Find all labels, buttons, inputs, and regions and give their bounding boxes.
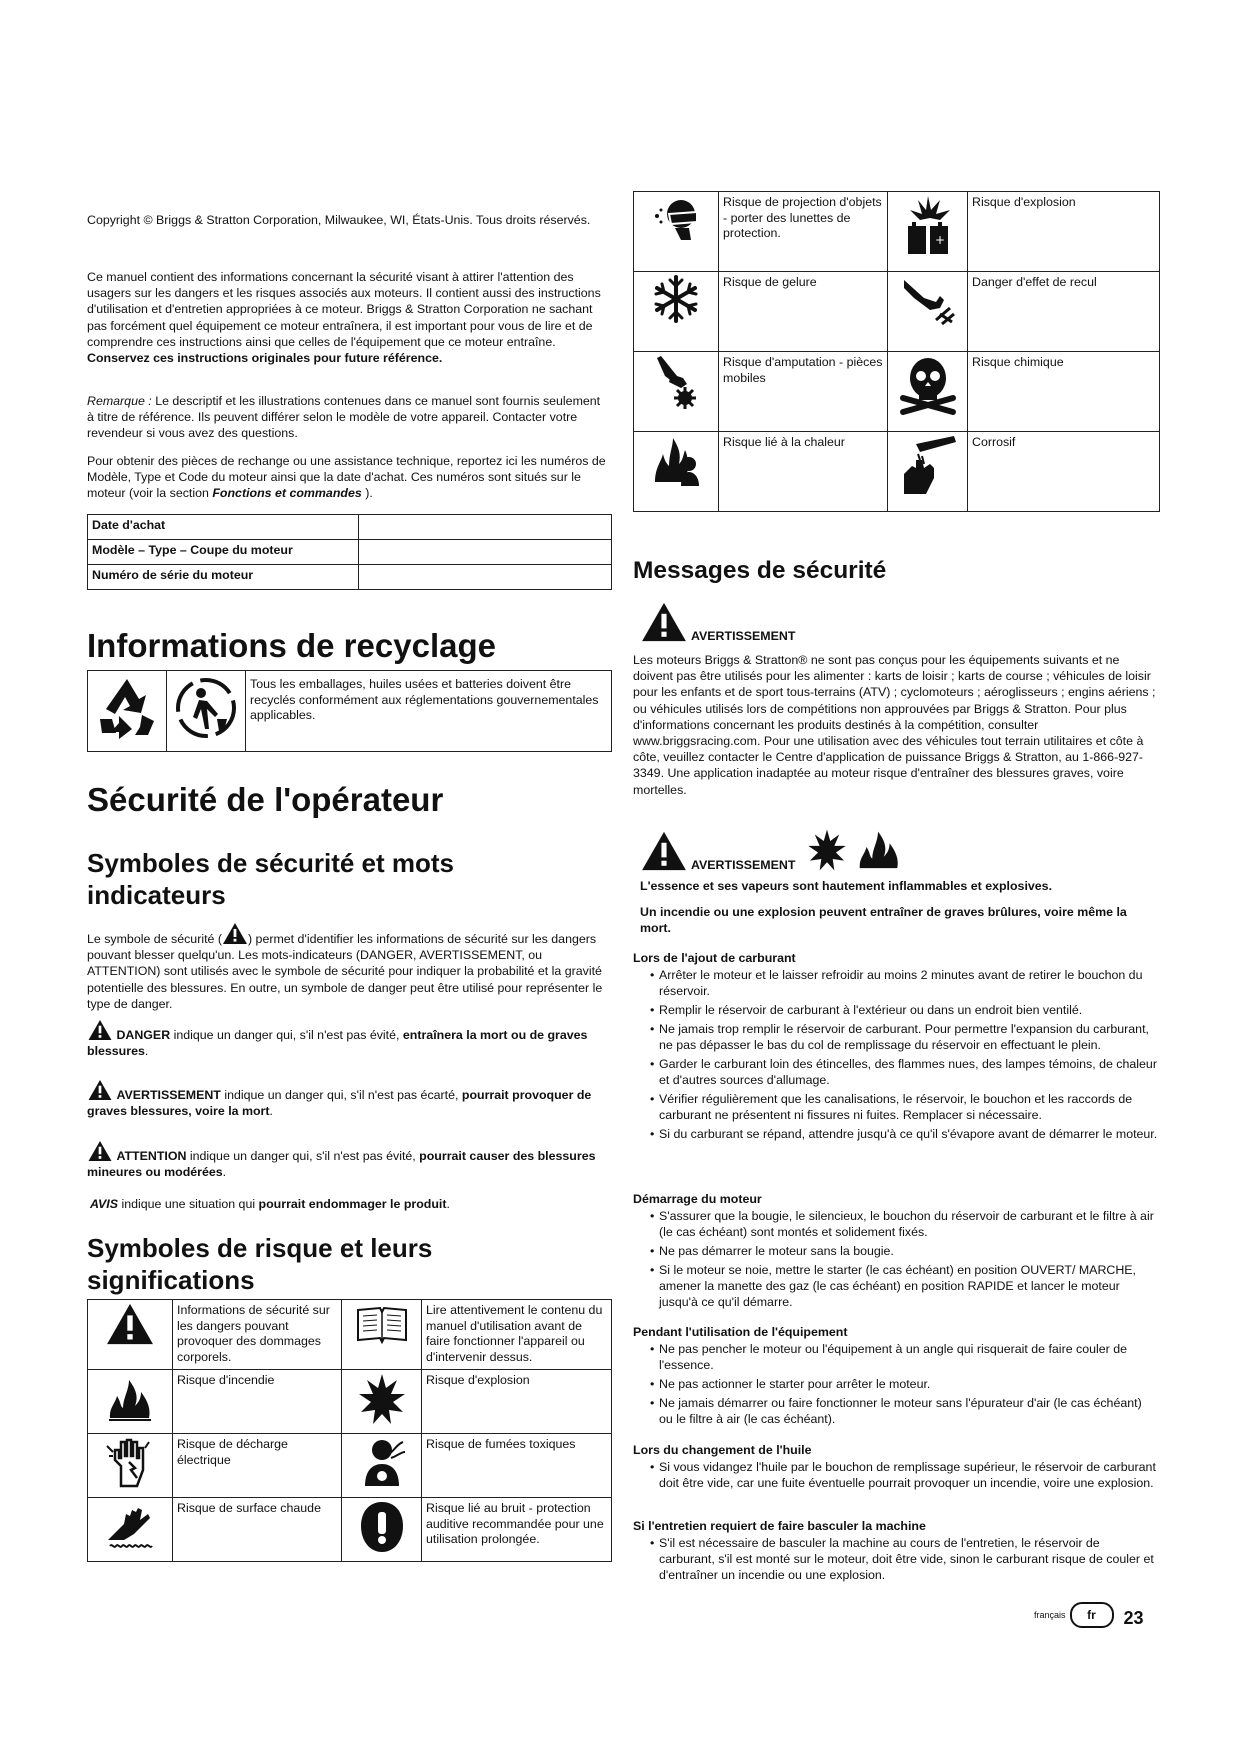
heat-hazard-icon [636,434,716,486]
table-row [88,1300,612,1370]
intro-text: Ce manuel contient des informations concernant la sécurité visant à attirer l'attention des usagers sur les dangers et les risques associés aux moteurs. Il contient aussi des instructions d'utilisation et d'entretien appropriées à ce moteur. Briggs & Stratton Corporation ne sachant pas forcément quel équipement ce moteur entraînera, il est important pour vous de lire et de comprendre ces instructions ainsi que celles de l'équipement que ce moteur entraîne. [87,270,601,349]
hazard-label: Corrosif [968,432,1160,512]
table-row [88,1434,612,1498]
warning-text: indique un danger qui, s'il n'est pas écarté, [220,1088,462,1102]
hazard-label: Risque de projection d'objets - porter des lunettes de protection. [719,192,888,272]
safety-alert-icon [87,1019,113,1041]
hazard-label: Risque de fumées toxiques [422,1434,612,1498]
danger-word: DANGER [116,1028,171,1042]
parts-text-end: ). [361,486,373,501]
table-row [88,565,612,590]
safety-alert-icon [640,830,688,872]
list-item: • S'assurer que la bougie, le silencieux, le bouchon du réservoir de carburant et le filtre à air (le cas échéant) sont montés et solidement fixés. [633,1208,1158,1240]
list-item: • Si du carburant se répand, attendre jusqu'à ce qu'il s'évapore avant de démarrer le moteur. [633,1126,1158,1142]
record-value[interactable] [359,540,612,565]
amputation-icon [636,354,716,410]
hazard-label: Risque lié à la chaleur [719,432,888,512]
hot-surface-icon [90,1500,170,1550]
hazard-symbols-title: Symboles de risque et leurs significations [87,1233,433,1295]
hazard-label: Risque d'explosion [422,1370,612,1434]
hazard-label: Risque de décharge électrique [173,1434,342,1498]
hazard-table-right [633,191,1160,512]
section-title: Lors de l'ajout de carburant [633,951,796,965]
symbols-text-a: Le symbole de sécurité ( [87,932,222,946]
record-value[interactable] [359,515,612,540]
section-title: Si l'entretien requiert de faire basculer la machine [633,1519,926,1533]
safety-alert-icon [87,1140,113,1162]
notice-bold: pourrait endommager le produit [258,1197,447,1211]
list-item: • Ne jamais trop remplir le réservoir de carburant. Pour permettre l'expansion du carburant, ne pas dépasser le bas du col de remplissage du réservoir en effectuant le plein. [633,1021,1158,1053]
list-item: • Remplir le réservoir de carburant à l'extérieur ou dans un endroit bien ventilé. [633,1002,1158,1018]
list-item: • Ne jamais démarrer ou faire fonctionner le moteur sans l'épurateur d'air (le cas échéant) ou le filtre à air (le cas échéant). [633,1395,1158,1427]
notice-end: . [446,1197,450,1211]
caution-text: indique un danger qui, s'il n'est pas évité, [186,1149,420,1163]
hazard-label: Risque chimique [968,352,1160,432]
record-value[interactable] [359,565,612,590]
record-label: Date d'achat [88,515,359,540]
svg-text:+: + [934,233,945,247]
table-row [88,515,612,540]
fueling-section [633,951,1158,1145]
warning-label: AVERTISSEMENT [691,858,796,872]
danger-end: . [144,1044,149,1059]
corrosive-icon [890,434,965,496]
fuel-bold-2: Un incendie ou une explosion peuvent entraîner de graves brûlures, voire même la mort. [640,905,1127,936]
oil-change-section [633,1443,1158,1494]
danger-bold: entraînera la mort ou de graves blessures [87,1028,588,1059]
signal-symbols-paragraph [87,922,610,1012]
hazard-label: Risque de surface chaude [173,1498,342,1562]
recycle-icon [90,673,164,743]
tilting-section [633,1519,1158,1586]
safety-messages-title: Messages de sécurité [633,557,887,584]
section-title: Lors du changement de l'huile [633,1443,812,1457]
language-badge: fr [1070,1602,1114,1628]
symbols-text-b: ) permet d'identifier les informations de sécurité sur les dangers pouvant blesser quelqu'un. Les mots-indicateurs (DANGER, AVERTISSEMENT, ou ATTENTION) sont utilisés avec le symbole de sécurité pour indiquer la probabilité et la gravité potentielle des blessures. En outre, un symbole de danger peut être utilisé pour représenter le type de danger. [87,932,603,1011]
table-row [88,540,612,565]
warning-end: . [269,1104,273,1119]
parts-paragraph [87,453,610,502]
hazard-table-left [87,1299,612,1562]
intro-bold: Conservez ces instructions originales pour future référence. [87,351,443,366]
hazard-label: Lire attentivement le contenu du manuel d'utilisation avant de faire fonctionner l'appareil ou d'intervenir dessus. [422,1300,612,1370]
section-title: Démarrage du moteur [633,1192,762,1206]
parts-section-link[interactable]: Fonctions et commandes [212,486,362,501]
remark-paragraph [87,393,610,442]
notice-definition [87,1196,613,1212]
caution-definition [87,1140,610,1180]
intro-paragraph [87,269,610,366]
list-item: • Si le moteur se noie, mettre le starter (le cas échéant) en position OUVERT/ MARCHE, amener la manette des gaz (le cas échéant) en position RAPIDE et lancer le moteur jusqu'à ce qu'il démarre. [633,1262,1158,1310]
caution-bold: pourrait causer des blessures mineures ou modérées [87,1149,596,1180]
recycling-text: Tous les emballages, huiles usées et batteries doivent être recyclés conformément aux réglementations gouvernementales applicables. [246,671,612,752]
fuel-warning-bold-1 [640,878,1155,894]
table-row [634,432,1160,512]
safety-alert-icon [640,601,688,643]
hazard-label: Risque lié au bruit - protection auditive recommandée pour une utilisation prolongée. [422,1498,612,1562]
warning-header-1 [640,601,795,643]
list-item: • Vérifier régulièrement que les canalisations, le réservoir, le bouchon et les raccords de carburant ne présentent ni fissures ni fuites. Remplacer si nécessaire. [633,1091,1158,1123]
record-label: Numéro de série du moteur [88,565,359,590]
copyright-text: Copyright © Briggs & Stratton Corporation, Milwaukee, WI, États-Unis. Tous droits réservés. [87,213,591,227]
tidyman-icon [169,673,243,743]
hazard-label: Danger d'effet de recul [968,272,1160,352]
fuel-warning-bold-2 [640,904,1155,936]
hearing-protection-icon [344,1500,419,1554]
section-title: Pendant l'utilisation de l'équipement [633,1325,848,1339]
list-item: • Arrêter le moteur et le laisser refroidir au moins 2 minutes avant de retirer le bouchon du réservoir. [633,967,1158,999]
caution-word: ATTENTION [116,1149,187,1163]
record-label: Modèle – Type – Coupe du moteur [88,540,359,565]
hazard-label: Risque d'explosion [968,192,1160,272]
warning-word: AVERTISSEMENT [116,1088,221,1102]
list-item: • Ne pas démarrer le moteur sans la bougie. [633,1243,1158,1259]
caution-end: . [222,1165,227,1180]
warning-bold: pourrait provoquer de graves blessures, voire la mort [87,1088,592,1119]
notice-text: indique une situation qui [118,1197,259,1211]
table-row [634,352,1160,432]
hazard-label: Risque d'amputation - pièces mobiles [719,352,888,432]
warning-definition [87,1079,610,1119]
operator-safety-title: Sécurité de l'opérateur [87,781,444,818]
operating-section [633,1325,1158,1430]
manual-book-icon [344,1302,419,1346]
warning-header-2 [640,824,903,872]
remark-label: Remarque : [87,394,152,408]
remark-text: Le descriptif et les illustrations contenues dans ce manuel sont fournis seulement à titre de référence. Ils peuvent différer selon le modèle de votre appareil. Contacter votre revendeur si vous avez des questions. [87,394,601,441]
list-item: • Ne pas actionner le starter pour arrêter le moteur. [633,1376,1158,1392]
fire-icon [90,1372,170,1422]
page-footer [1034,1600,1144,1629]
kickback-icon [890,274,965,330]
list-item: • Si vous vidangez l'huile par le bouchon de remplissage supérieur, le réservoir de carburant doit être vide, car une fuite éventuelle pourrait provoquer un incendie, voire une explosion. [633,1459,1158,1491]
frostbite-icon [636,274,716,324]
warning-text-1: Les moteurs Briggs & Stratton® ne sont pas conçus pour les équipements suivants et ne doivent pas être utilisés pour les alimenter : karts de loisir ; karts de course ; véhicules de loisir pour les enfants et de sport tous-terrains (ATV) ; cyclomoteurs ; aéroglisseurs ; engins aériens ; ou véhicules utilisés lors de compétitions non approuvées par Briggs & Stratton. Pour plus d'informations concernant les produits destinés à la compétition, consulter www.briggsracing.com. Pour une utilisation avec des véhicules tout terrain utilitaires et côte à côte, veuillez contacter le Centre d'application de puissance Briggs & Stratton, au 1-866-927-3349. Une application inadaptée au moteur risque d'entraîner des blessures graves, voire mortelles. [633,653,1156,797]
page-number: 23 [1123,1608,1144,1628]
list-item: • Ne pas pencher le moteur ou l'équipement à un angle qui risquerait de faire couler de l'essence. [633,1341,1158,1373]
list-item: • S'il est nécessaire de basculer la machine au cours de l'entretien, le réservoir de carburant, s'il est monté sur le moteur, doit être vide, sinon le carburant risque de couler et d'entraîner un incendie ou une explosion. [633,1535,1158,1583]
footer-language: français [1034,1609,1066,1620]
safety-alert-icon [87,1079,113,1101]
explosion-icon [344,1372,419,1426]
table-row [88,1498,612,1562]
recycling-title: Informations de recyclage [87,627,496,664]
record-table [87,514,612,590]
danger-definition [87,1019,610,1059]
recycling-table [87,670,612,752]
danger-text: indique un danger qui, s'il n'est pas évité, [170,1028,403,1042]
fuel-bold-1: L'essence et ses vapeurs sont hautement inflammables et explosives. [640,879,1053,893]
safety-alert-icon [90,1302,170,1346]
starting-section [633,1192,1158,1313]
table-row [634,192,1160,272]
hazard-label: Risque de gelure [719,272,888,352]
hazard-label: Risque d'incendie [173,1370,342,1434]
signal-symbols-title: Symboles de sécurité et mots indicateurs [87,848,455,910]
chemical-skull-icon [890,354,965,416]
parts-text: Pour obtenir des pièces de rechange ou une assistance technique, reportez ici les numéros de Modèle, Type et Code du moteur ainsi que la date d'achat. Ces numéros sont situés sur le moteur (voir la section [87,454,606,501]
toxic-fumes-icon [344,1436,419,1488]
table-row [88,1370,612,1434]
safety-alert-icon [222,922,248,945]
eye-protection-icon [636,194,716,242]
notice-word: AVIS [90,1197,118,1211]
battery-explosion-icon [890,194,965,256]
hazard-label: Informations de sécurité sur les dangers pouvant provoquer des dommages corporels. [173,1300,342,1370]
table-row [634,272,1160,352]
explosion-icon [805,828,849,872]
list-item: • Garder le carburant loin des étincelles, des flammes nues, des lampes témoins, de chaleur et d'autres sources d'allumage. [633,1056,1158,1088]
fire-icon [855,824,903,872]
warning-label: AVERTISSEMENT [691,629,796,643]
electric-shock-icon [90,1436,170,1488]
